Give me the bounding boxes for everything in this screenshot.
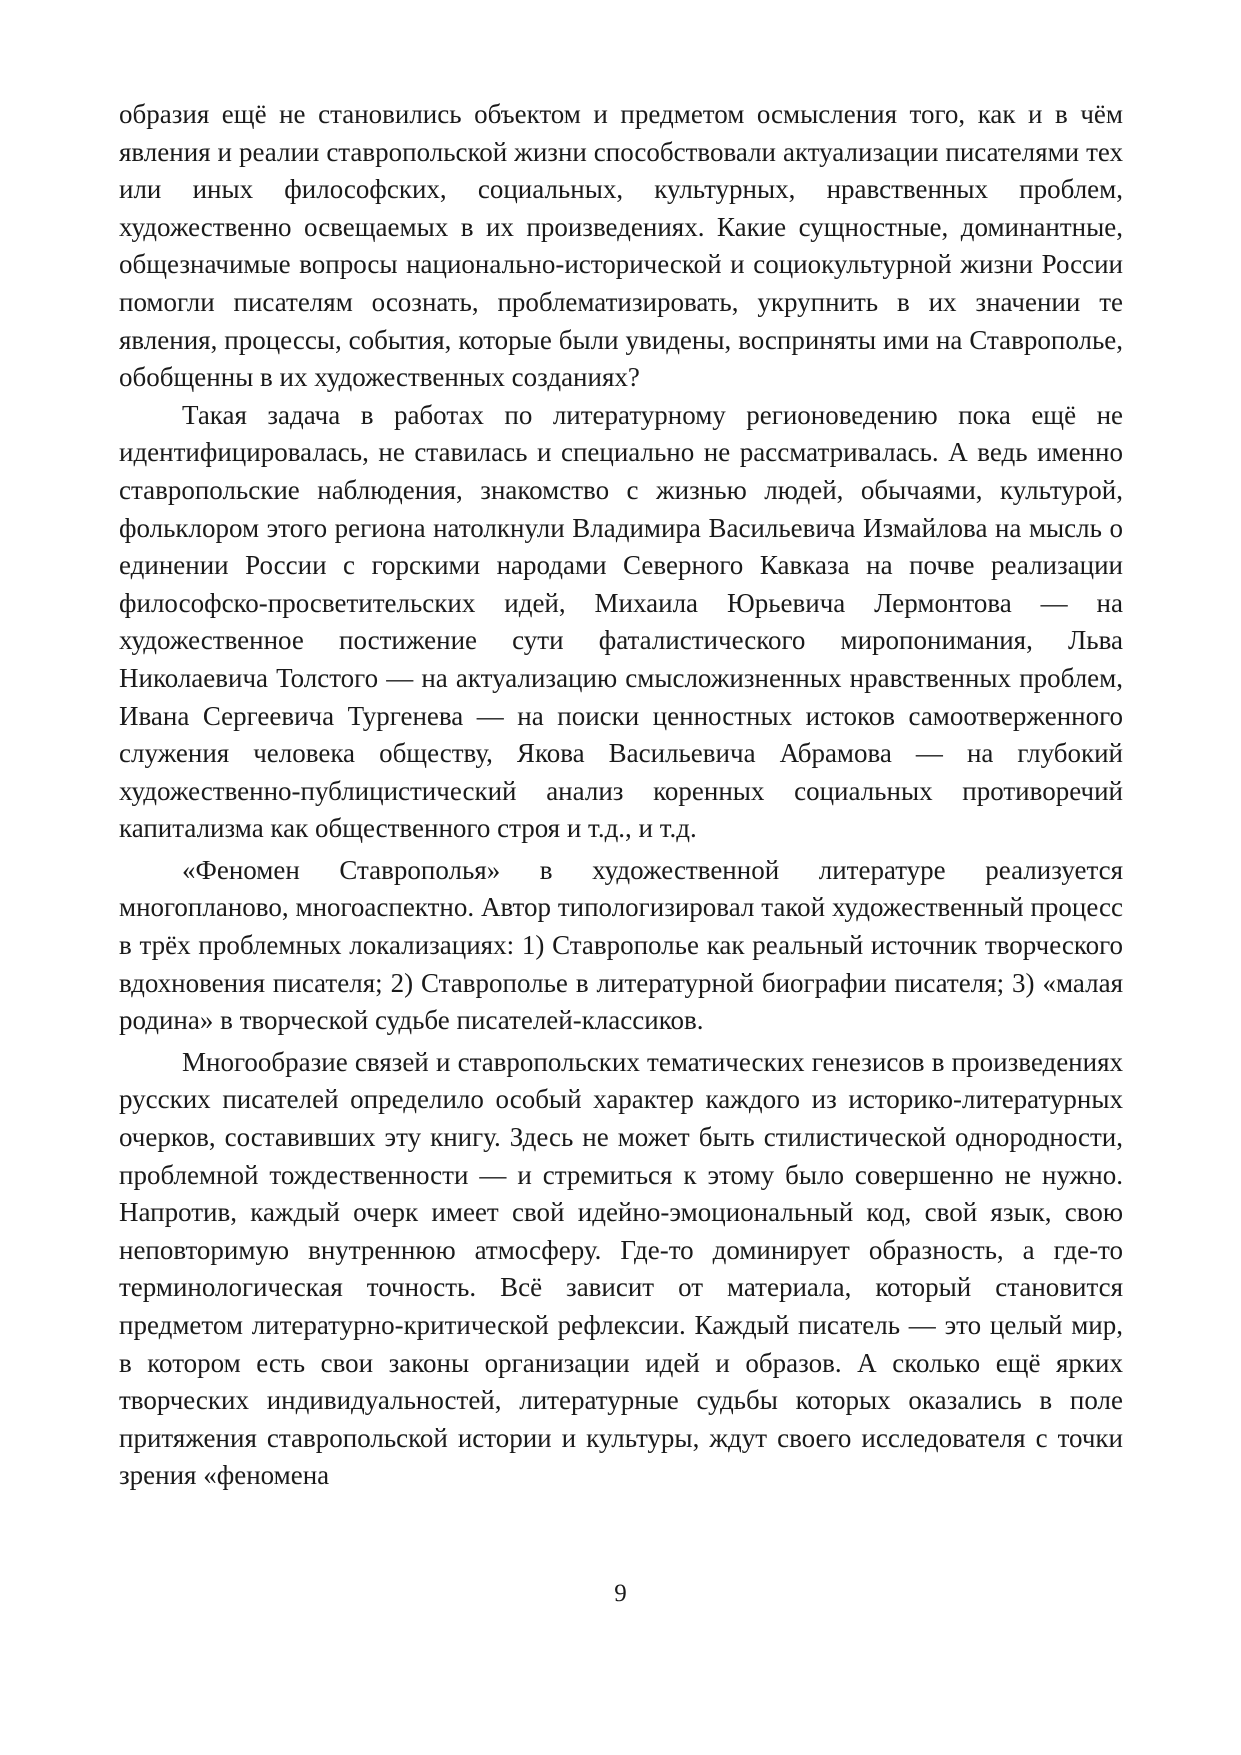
paragraph-2: Такая задача в работах по литературному регионоведению пока ещё не идентифицировалась, не ставилась и специально не рассматривалась. А ведь именно ставропольские наблюдения, знакомство с жизнью людей, обычаями, культурой, фольклором этого региона натолкнули Владимира Васильевича Измайлова на мысль о единении России с горскими народами Северного Кавказа на почве реализации философско-просветительских идей, Михаила Юрьевича Лермонтова — на художественное постижение сути фаталистического миропонимания, Льва Николаевича Толстого — на актуализацию смысложизненных нравственных проблем, Ивана Сергеевича Тургенева — на поиски ценностных истоков самоотверженного служения человека обществу, Якова Васильевича Абрамова — на глубокий художественно-публицистический анализ коренных социальных противоречий капитализма как общественного строя и т.д., и т.д. bbox=[119, 399, 1123, 844]
paragraph-1: образия ещё не становились объектом и предметом осмысления того, как и в чём явления и реалии ставропольской жизни способствовали актуализации писателями тех или иных философских, социальных, культурных, нравственных проблем, художественно освещаемых в их произведениях. Какие сущностные, доминантные, общезначимые вопросы национально-исторической и социокультурной жизни России помогли писателям осознать, проблематизировать, укрупнить в их значении те явления, процессы, события, которые были увидены, восприняты ими на Ставрополье, обобщенны в их художественных созданиях? bbox=[119, 99, 1123, 393]
page-number: 9 bbox=[614, 1580, 627, 1607]
page-body bbox=[119, 96, 1123, 1495]
paragraph-4: Многообразие связей и ставропольских тематических генезисов в произведениях русских писателей определило особый характер каждого из историко-литературных очерков, составивших эту книгу. Здесь не может быть стилистической однородности, проблемной тождественности — и стремиться к этому было совершенно не нужно. Напротив, каждый очерк имеет свой идейно-эмоциональный код, свой язык, свою неповторимую внутреннюю атмосферу. Где-то доминирует образность, а где-то терминологическая точность. Всё зависит от материала, который становится предметом литературно-критической рефлексии. Каждый писатель — это целый мир, в котором есть свои законы организации идей и образов. А сколько ещё ярких творческих индивидуальностей, литературные судьбы которых оказались в поле притяжения ставропольской истории и культуры, ждут своего исследователя с точки зрения «феномена bbox=[119, 1046, 1123, 1491]
paragraph-3: «Феномен Ставрополья» в художественной литературе реализуется многопланово, многоаспектно. Автор типологизировал такой художественный процесс в трёх проблемных локализациях: 1) Ставрополье как реальный источник творческого вдохновения писателя; 2) Ставрополье в литературной биографии писателя; 3) «малая родина» в творческой судьбе писателей-классиков. bbox=[119, 854, 1123, 1036]
